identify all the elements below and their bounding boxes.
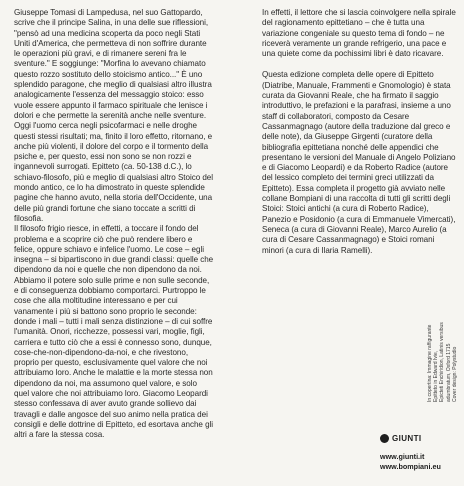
publisher-logo-text: GIUNTI — [392, 434, 422, 443]
cover-credit-line: Epicteti Enchiridion, Latinis versibus adumbratum, Oxford 1715 — [439, 322, 452, 402]
publisher-logo — [380, 434, 422, 443]
paragraph-reader: In effetti, il lettore che si lascia coinvolgere nella spirale del ragionamento epittetiano – che è tutta una variazione congeniale su questo tema di fondo – ne riceverà veramente un grande refrigerio, una pace e una quiete come da pochissimi libri è dato ricavare. — [262, 8, 456, 59]
paragraph-intro: Giuseppe Tomasi di Lampedusa, nel suo Gattopardo, scrive che il principe Salina, in una delle sue riflessioni, "pensò ad una medicina scoperta da poco negli Stati Uniti d'America, che permetteva di non soffrire durante le operazioni più gravi, e di rimanere sereni fra le sventure." E soggiunge: "Morfina lo avevano chiamato questo rozzo sostituto dello stoicismo antico..." È uno splendido paragone, che meglio di qualsiasi altro illustra analogicamente l'essenza del messaggio stoico: esso vuole essere appunto il farmaco spirituale che lenisce i dolori e che permette la serenità anche nelle sventure. Oggi l'uomo cerca negli psicofarmaci e nelle droghe questi stessi risultati; ma, finito il loro effetto, ritornano, e anche più violenti, il dolore del corpo e il tormento della psiche e, per questo, essi non sono se non rozzi e ingannevoli surrogati. Epitteto (ca. 50-138 d.C.), lo schiavo-filosofo, più e meglio di qualsiasi altro Stoico del mondo antico, ce lo ha dimostrato in queste splendide pagine che hanno avuto, nella storia dell'Occidente, una delle più grandi fortune che siano toccate a scritti di filosofia. — [14, 8, 214, 223]
paragraph-edition: Questa edizione completa delle opere di Epitteto (Diatribe, Manuale, Frammenti e Gnomologio) è stata curata da Giovanni Reale, che ha firmato il saggio introduttivo, le prefazioni e la parafrasi, insieme a uno staff di collaboratori, composto da Cesare Cassanmagnago (autore della traduzione dal greco e delle note), da Giuseppe Girgenti (curatore della bibliografia epittetiana nonché delle appendici che presentano le versioni del Manuale di Angelo Poliziano e di Giacomo Leopardi) e da Roberto Radice (autore del lessico completo dei termini greci utilizzati da Epitteto). Essa completa il progetto già avviato nelle collane Bompiani di una raccolta di tutti gli scritti degli Stoici: Stoici antichi (a cura di Roberto Radice), Panezio e Posidonio (a cura di Emmanuele Vimercati), Seneca (a cura di Giovanni Reale), Marco Aurelio (a cura di Cesare Cassanmagnago) e Stoici romani minori (a cura di Ilaria Ramelli). — [262, 70, 456, 255]
cover-credit — [427, 318, 459, 402]
cover-credit-line: Cover design: Polystudio — [451, 346, 458, 402]
cover-credit-line: In copertina: Immagine raffigurante Epitteto in Edward Ivie, — [427, 324, 440, 402]
publisher-logo-icon — [380, 434, 389, 443]
right-text-column — [262, 8, 458, 256]
site-url: www.bompiani.eu — [380, 462, 441, 471]
site-url: www.giunti.it — [380, 452, 425, 461]
paragraph-philosophy: Il filosofo frigio riesce, in effetti, a toccare il fondo del problema e a scoprire ciò che può rendere libero e felice, oppure schiavo e infelice l'uomo. Le cose – egli insegna – si bipartiscono in due grandi classi: quelle che dipendono da noi e quelle che non dipendono da noi. Abbiamo il potere solo sulle prime e non sulle seconde, e di conseguenza dobbiamo comportarci. Purtroppo le cose che alla moltitudine interessano e per cui vanamente i più si battono sono proprio le seconde: donde i mali – tutti i mali senza distinzione – di cui soffre l'umanità. Onori, ricchezze, possessi vari, moglie, figli, carriera e tutto ciò che a essi è connesso sono, dunque, cose-che-non-dipendono-da-noi, e che rivestono, proprio per questo, esclusivamente quel valore che noi attribuiamo loro. Anche le malattie e la morte stessa non dipendono da noi, ma assumono quel valore, e solo quel valore che noi attribuiamo loro. Giacomo Leopardi stesso confessava di aver avuto grande sollievo dai travagli e dalle angosce del suo animo nella pratica dei consigli e delle dottrine di Epitteto, ed esortava anche gli altri a fare la stessa cosa. — [14, 224, 214, 440]
left-text-column — [14, 8, 214, 440]
publisher-sites — [380, 452, 441, 472]
